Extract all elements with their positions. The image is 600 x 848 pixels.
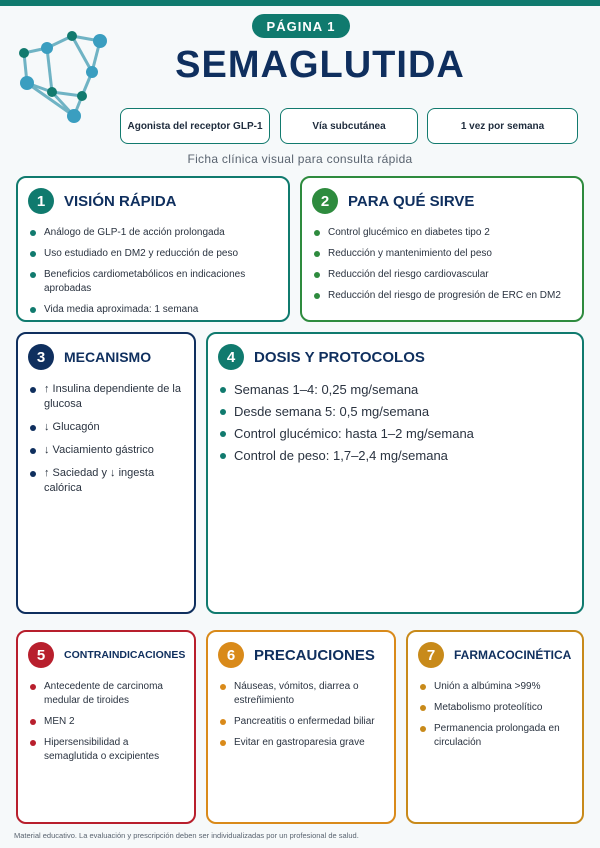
list-item: Análogo de GLP-1 de acción prolongada	[30, 226, 278, 240]
list-item: Náuseas, vómitos, diarrea o estreñimiento	[220, 680, 384, 708]
card-dosis-protocolos	[206, 332, 584, 614]
section-title: MECANISMO	[64, 349, 152, 365]
section-list	[314, 226, 572, 310]
list-item: Desde semana 5: 0,5 mg/semana	[220, 404, 572, 420]
list-item: Control de peso: 1,7–2,4 mg/semana	[220, 448, 572, 464]
section-list	[220, 680, 384, 757]
card-header	[218, 642, 375, 668]
card-header	[312, 188, 474, 214]
footer-disclaimer: Material educativo. La evaluación y prescripción deben ser individualizadas por un profesional de salud.	[14, 831, 359, 840]
list-item: Reducción del riesgo cardiovascular	[314, 268, 572, 282]
section-title: CONTRAINDICACIONES	[64, 649, 186, 661]
list-item: ↑ Insulina dependiente de la glucosa	[30, 382, 184, 412]
page-subtitle: Ficha clínica visual para consulta rápida	[187, 152, 413, 166]
section-list	[30, 226, 278, 324]
chip-class: Agonista del receptor GLP-1	[120, 108, 270, 144]
card-header	[218, 344, 425, 370]
card-precauciones	[206, 630, 396, 824]
molecule-network-icon	[12, 28, 112, 128]
section-list	[30, 382, 184, 504]
card-header	[28, 344, 151, 370]
list-item: Beneficios cardiometabólicos en indicaciones aprobadas	[30, 268, 278, 296]
list-item: ↓ Vaciamiento gástrico	[30, 443, 184, 458]
list-item: Metabolismo proteolítico	[420, 701, 572, 715]
section-number-badge: 2	[312, 188, 338, 214]
card-contraindicaciones	[16, 630, 196, 824]
section-list	[420, 680, 572, 757]
section-list	[220, 382, 572, 470]
list-item: Control glucémico: hasta 1–2 mg/semana	[220, 426, 572, 442]
page-label: PÁGINA 1	[252, 14, 350, 38]
chip-route: Vía subcutánea	[280, 108, 418, 144]
list-item: Permanencia prolongada en circulación	[420, 722, 572, 750]
chip-frequency: 1 vez por semana	[427, 108, 578, 144]
list-item: Semanas 1–4: 0,25 mg/semana	[220, 382, 572, 398]
page-title: SEMAGLUTIDA	[175, 44, 465, 86]
list-item: Reducción del riesgo de progresión de ERC en DM2	[314, 289, 572, 303]
section-title: DOSIS Y PROTOCOLOS	[254, 348, 425, 366]
section-number-badge: 4	[218, 344, 244, 370]
section-title: VISIÓN RÁPIDA	[64, 192, 177, 210]
list-item: Hipersensibilidad a semaglutida o excipientes	[30, 736, 184, 764]
card-header	[28, 188, 177, 214]
list-item: Control glucémico en diabetes tipo 2	[314, 226, 572, 240]
section-title: FARMACOCINÉTICA	[454, 648, 572, 662]
section-number-badge: 7	[418, 642, 444, 668]
section-number-badge: 5	[28, 642, 54, 668]
card-header	[418, 642, 571, 668]
list-item: ↓ Glucagón	[30, 420, 184, 435]
section-number-badge: 1	[28, 188, 54, 214]
list-item: Reducción y mantenimiento del peso	[314, 247, 572, 261]
list-item: MEN 2	[30, 715, 184, 729]
card-mecanismo	[16, 332, 196, 614]
list-item: ↑ Saciedad y ↓ ingesta calórica	[30, 466, 184, 496]
section-list	[30, 680, 184, 771]
list-item: Vida media aproximada: 1 semana	[30, 303, 278, 317]
list-item: Uso estudiado en DM2 y reducción de peso	[30, 247, 278, 261]
section-number-badge: 6	[218, 642, 244, 668]
card-farmacocinetica	[406, 630, 584, 824]
list-item: Antecedente de carcinoma medular de tiroides	[30, 680, 184, 708]
summary-chips	[120, 108, 580, 144]
section-title: PRECAUCIONES	[254, 646, 375, 664]
list-item: Unión a albúmina >99%	[420, 680, 572, 694]
section-title: PARA QUÉ SIRVE	[348, 192, 475, 210]
list-item: Pancreatitis o enfermedad biliar	[220, 715, 384, 729]
card-vision-rapida	[16, 176, 290, 322]
top-accent-bar	[0, 0, 600, 6]
card-para-que-sirve	[300, 176, 584, 322]
list-item: Evitar en gastroparesia grave	[220, 736, 384, 750]
section-number-badge: 3	[28, 344, 54, 370]
card-header	[28, 642, 185, 668]
